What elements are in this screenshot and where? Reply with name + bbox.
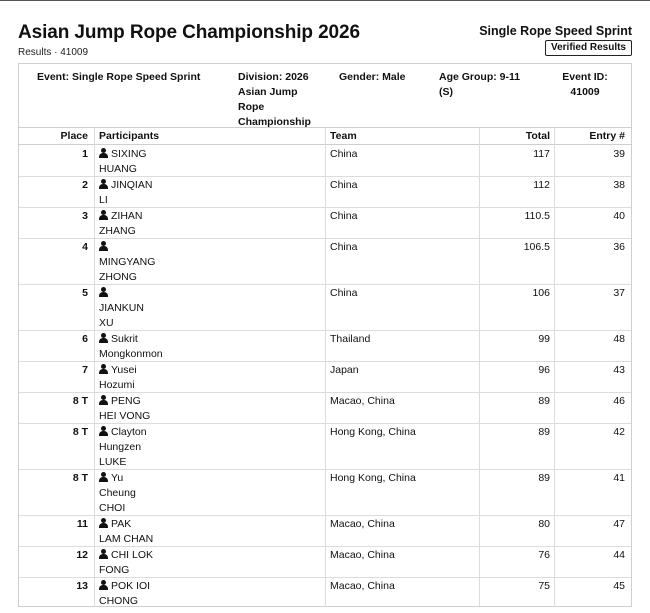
place-cell: 5 bbox=[82, 287, 88, 299]
results-subtitle: Results · 41009 bbox=[18, 47, 89, 58]
place-cell: 3 bbox=[82, 210, 88, 222]
participant-name-line: HUANG bbox=[99, 163, 137, 175]
participant-cell bbox=[99, 363, 249, 393]
participant-cell bbox=[99, 394, 249, 424]
column-header-participants: Participants bbox=[99, 130, 160, 142]
person-icon bbox=[99, 179, 108, 189]
participant-name-line: LUKE bbox=[99, 456, 127, 468]
total-cell: 106 bbox=[532, 287, 550, 299]
place-cell: 8 T bbox=[72, 395, 88, 407]
team-cell: China bbox=[330, 179, 358, 191]
team-cell: China bbox=[330, 241, 358, 253]
participant-name-line: Clayton bbox=[111, 426, 147, 438]
participant-name-line: POK IOI bbox=[111, 580, 151, 592]
team-cell: China bbox=[330, 210, 358, 222]
participant-cell bbox=[99, 471, 249, 516]
place-cell: 13 bbox=[76, 580, 88, 592]
participant-cell bbox=[99, 240, 249, 285]
total-cell: 110.5 bbox=[524, 210, 550, 222]
table-row bbox=[19, 239, 631, 285]
total-cell: 89 bbox=[538, 395, 550, 407]
meta-age-group: Age Group: 9-11 (S) bbox=[439, 71, 521, 98]
entry-cell: 39 bbox=[613, 148, 625, 160]
participant-cell bbox=[99, 579, 249, 609]
participant-name-line: ZIHAN bbox=[111, 210, 143, 222]
place-cell: 12 bbox=[76, 549, 88, 561]
total-cell: 89 bbox=[538, 426, 550, 438]
person-icon bbox=[99, 287, 108, 297]
place-cell: 2 bbox=[82, 179, 88, 191]
participant-cell bbox=[99, 332, 249, 362]
table-row bbox=[19, 424, 631, 470]
entry-cell: 48 bbox=[613, 333, 625, 345]
participant-name-line: FONG bbox=[99, 564, 130, 576]
person-icon bbox=[99, 364, 108, 374]
meta-event-id: Event ID: 41009 bbox=[562, 71, 608, 98]
participant-cell bbox=[99, 425, 249, 470]
participant-name-line: CHONG bbox=[99, 595, 139, 607]
participant-name-line: LI bbox=[99, 194, 108, 206]
person-icon bbox=[99, 333, 108, 343]
participant-name-line: PENG bbox=[111, 395, 141, 407]
table-row bbox=[19, 146, 631, 177]
person-icon bbox=[99, 580, 108, 590]
team-cell: Macao, China bbox=[330, 549, 395, 561]
participant-name-line: MINGYANG bbox=[99, 256, 156, 268]
participant-name-line: LAM CHAN bbox=[99, 533, 154, 545]
total-cell: 76 bbox=[538, 549, 550, 561]
table-row bbox=[19, 362, 631, 393]
place-cell: 8 T bbox=[72, 426, 88, 438]
participant-name-line: JINQIAN bbox=[111, 179, 153, 191]
participant-name-line: ZHANG bbox=[99, 225, 136, 237]
participant-name-line: SIXING bbox=[111, 148, 147, 160]
participant-name-line: HEI VONG bbox=[99, 410, 151, 422]
person-icon bbox=[99, 241, 108, 251]
person-icon bbox=[99, 518, 108, 528]
person-icon bbox=[99, 148, 108, 158]
event-name-heading: Single Rope Speed Sprint bbox=[479, 24, 632, 38]
participant-name-line: Yusei bbox=[111, 364, 137, 376]
team-cell: Macao, China bbox=[330, 518, 395, 530]
column-header-total: Total bbox=[525, 130, 550, 142]
place-cell: 11 bbox=[76, 518, 88, 530]
participant-name-line: ZHONG bbox=[99, 271, 137, 283]
place-cell: 1 bbox=[82, 148, 88, 160]
total-cell: 106.5 bbox=[523, 241, 550, 253]
team-cell: Thailand bbox=[330, 333, 371, 345]
total-cell: 96 bbox=[538, 364, 550, 376]
total-cell: 89 bbox=[538, 472, 550, 484]
participant-cell bbox=[99, 178, 249, 208]
participant-name-line: JIANKUN bbox=[99, 302, 144, 314]
meta-gender: Gender: Male bbox=[339, 71, 406, 83]
participant-name-line: Hozumi bbox=[99, 379, 135, 391]
entry-cell: 47 bbox=[613, 518, 625, 530]
table-row bbox=[19, 177, 631, 208]
table-row bbox=[19, 285, 631, 331]
meta-event: Event: Single Rope Speed Sprint bbox=[37, 71, 201, 83]
person-icon bbox=[99, 395, 108, 405]
entry-cell: 42 bbox=[613, 426, 625, 438]
team-cell: Macao, China bbox=[330, 395, 395, 407]
participant-cell bbox=[99, 209, 249, 239]
column-header-place: Place bbox=[60, 130, 88, 142]
table-row bbox=[19, 208, 631, 239]
participant-name-line: Cheung bbox=[99, 487, 136, 499]
participant-cell bbox=[99, 147, 249, 177]
participant-name-line: PAK bbox=[111, 518, 132, 530]
total-cell: 80 bbox=[538, 518, 550, 530]
team-cell: Japan bbox=[330, 364, 359, 376]
participant-name-line: XU bbox=[99, 317, 114, 329]
entry-cell: 36 bbox=[613, 241, 625, 253]
entry-cell: 40 bbox=[613, 210, 625, 222]
verified-results-badge: Verified Results bbox=[545, 40, 632, 56]
participant-cell bbox=[99, 548, 249, 578]
total-cell: 112 bbox=[533, 179, 550, 191]
participant-cell bbox=[99, 286, 249, 331]
total-cell: 99 bbox=[538, 333, 550, 345]
entry-cell: 43 bbox=[613, 364, 625, 376]
person-icon bbox=[99, 549, 108, 559]
entry-cell: 41 bbox=[613, 472, 625, 484]
table-row bbox=[19, 470, 631, 516]
page-title: Asian Jump Rope Championship 2026 bbox=[18, 22, 360, 43]
event-meta-row bbox=[19, 64, 631, 128]
participant-name-line: Sukrit bbox=[111, 333, 138, 345]
column-header-entry: Entry # bbox=[589, 130, 625, 142]
entry-cell: 46 bbox=[613, 395, 625, 407]
table-row bbox=[19, 393, 631, 424]
team-cell: Macao, China bbox=[330, 580, 395, 592]
total-cell: 75 bbox=[538, 580, 550, 592]
person-icon bbox=[99, 426, 108, 436]
place-cell: 4 bbox=[82, 241, 88, 253]
team-cell: China bbox=[330, 148, 358, 160]
entry-cell: 37 bbox=[613, 287, 625, 299]
place-cell: 8 T bbox=[72, 472, 88, 484]
participant-cell bbox=[99, 517, 249, 547]
entry-cell: 38 bbox=[613, 179, 625, 191]
top-border bbox=[0, 0, 650, 1]
table-row bbox=[19, 578, 631, 609]
participant-name-line: CHOI bbox=[99, 502, 126, 514]
participant-name-line: Yu bbox=[111, 472, 124, 484]
table-row bbox=[19, 516, 631, 547]
place-cell: 7 bbox=[82, 364, 88, 376]
person-icon bbox=[99, 472, 108, 482]
table-row bbox=[19, 331, 631, 362]
participant-name-line: CHI LOK bbox=[111, 549, 154, 561]
person-icon bbox=[99, 210, 108, 220]
total-cell: 117 bbox=[533, 148, 550, 160]
entry-cell: 44 bbox=[613, 549, 625, 561]
column-header-team: Team bbox=[330, 130, 357, 142]
table-row bbox=[19, 547, 631, 578]
place-cell: 6 bbox=[82, 333, 88, 345]
team-cell: Hong Kong, China bbox=[330, 426, 416, 438]
team-cell: Hong Kong, China bbox=[330, 472, 416, 484]
results-table bbox=[18, 63, 632, 607]
participant-name-line: Hungzen bbox=[99, 441, 142, 453]
meta-division: Division: 2026 Asian Jump Rope Championship bbox=[238, 71, 311, 128]
entry-cell: 45 bbox=[613, 580, 625, 592]
team-cell: China bbox=[330, 287, 358, 299]
participant-name-line: Mongkonmon bbox=[99, 348, 163, 360]
